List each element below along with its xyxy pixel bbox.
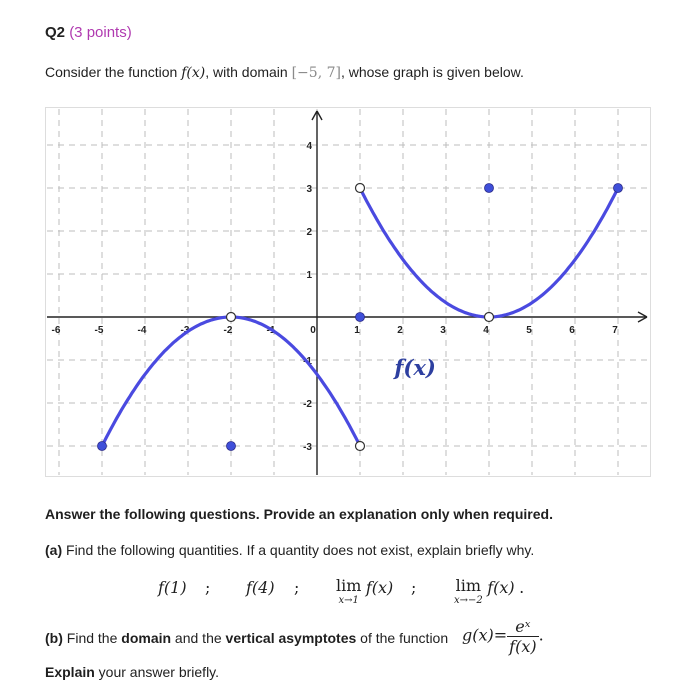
fraction-numerator: eˣ: [507, 617, 538, 637]
function-g-definition: [462, 617, 544, 656]
quantity-f-of-1: f(1): [158, 578, 187, 597]
domain-word: domain: [121, 630, 172, 646]
x-tick-label: 3: [440, 325, 446, 336]
intro-part-3: , whose graph is given below.: [340, 64, 524, 80]
part-b-text-2: and the: [171, 630, 226, 646]
open-point: [356, 442, 365, 451]
explain-text: [45, 664, 219, 680]
lim-function: f(x): [365, 578, 394, 597]
x-tick-label: -2: [223, 325, 233, 336]
question-points: (3 points): [69, 24, 132, 41]
lim-function: f(x): [487, 578, 515, 597]
open-point: [485, 313, 494, 322]
x-tick-label: -3: [180, 325, 190, 336]
g-lhs: g(x): [462, 625, 494, 645]
x-tick-label: 4: [483, 325, 489, 336]
answer-heading: Answer the following questions. Provide an explanation only when required.: [45, 506, 553, 522]
separator: ;: [205, 578, 211, 597]
question-number: Q2: [45, 24, 66, 41]
y-tick-label: 4: [306, 141, 312, 152]
x-tick-label: 6: [569, 325, 575, 336]
intro-part-2: , with domain: [205, 64, 292, 80]
end-period: .: [519, 578, 525, 597]
y-tick-label: 2: [306, 227, 312, 238]
curve-label: f(x): [394, 355, 436, 381]
quantity-limit-x-to-1: [336, 578, 393, 606]
y-tick-label: -3: [303, 442, 312, 453]
x-tick-label: 5: [526, 325, 532, 336]
x-tick-label: -4: [137, 325, 147, 336]
part-b-text-3: of the function: [356, 630, 449, 646]
part-b-text: [45, 630, 448, 646]
x-tick-label: 7: [612, 325, 618, 336]
part-b-text-1: Find the: [62, 630, 122, 646]
lim-subscript: x→−2: [454, 595, 483, 606]
x-tick-label: -5: [94, 325, 104, 336]
open-point: [356, 184, 365, 193]
quantity-f-of-4: f(4): [246, 578, 275, 597]
x-tick-label: 0: [310, 325, 316, 336]
quantity-limit-x-to-minus-2: [454, 578, 524, 606]
x-tick-label: -6: [51, 325, 61, 336]
intro-domain: [−5, 7]: [291, 65, 341, 81]
open-point: [227, 313, 236, 322]
separator: ;: [411, 578, 417, 597]
explain-bold: Explain: [45, 664, 95, 680]
equals-sign: =: [493, 625, 508, 645]
closed-point: [98, 442, 107, 451]
intro-function: f(x): [181, 65, 206, 81]
separator: ;: [294, 578, 300, 597]
fraction-denominator: f(x): [509, 637, 537, 656]
y-tick-label: -2: [303, 399, 312, 410]
x-tick-label: 2: [397, 325, 403, 336]
y-tick-label: -1: [303, 356, 312, 367]
question-header: [45, 24, 132, 41]
x-tick-label: -1: [266, 325, 276, 336]
x-tick-label: 1: [354, 325, 360, 336]
y-tick-label: 1: [306, 270, 312, 281]
closed-point: [356, 313, 365, 322]
function-graph: [45, 107, 651, 477]
lim-word: lim: [336, 576, 362, 595]
part-a-instruction: Find the following quantities. If a quantity does not exist, explain briefly why.: [62, 542, 535, 558]
end-period: .: [538, 625, 544, 645]
lim-word: lim: [455, 576, 482, 595]
part-b-label: (b): [45, 630, 63, 646]
part-a-text: [45, 542, 534, 558]
explain-rest: your answer briefly.: [94, 664, 220, 680]
closed-point: [485, 184, 494, 193]
y-tick-label: 3: [306, 184, 312, 195]
part-a-label: (a): [45, 542, 63, 558]
closed-point: [614, 184, 623, 193]
closed-point: [227, 442, 236, 451]
intro-text: [45, 64, 524, 81]
lim-subscript: x→1: [338, 595, 359, 606]
intro-part-1: Consider the function: [45, 64, 182, 80]
asymptotes-word: vertical asymptotes: [225, 630, 357, 646]
